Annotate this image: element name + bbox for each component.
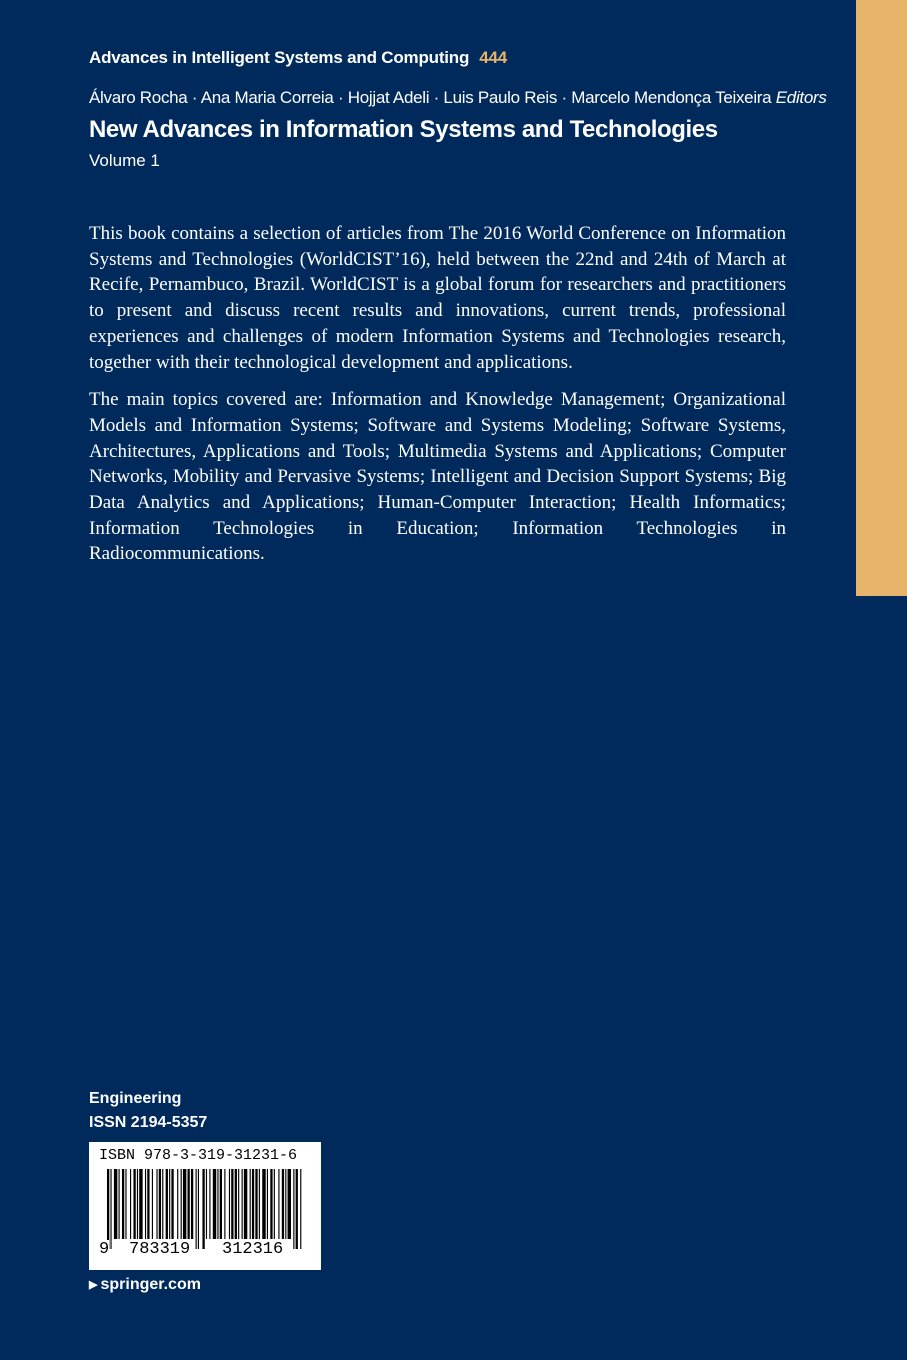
isbn-label: ISBN 978-3-319-31231-6 — [99, 1147, 298, 1164]
subject-category: Engineering — [89, 1090, 182, 1107]
editors-role: Editors — [775, 88, 827, 107]
series-header — [89, 48, 507, 68]
description-paragraph-1: This book contains a selection of articles from The 2016 World Conference on Information Systems and Technologies (WorldCIST’16), held between the 22nd and 24th of March at Recife, Pernambuco, Brazil. WorldCIST is a global forum for researchers and practitioners to present and discuss recent results and innovations, current trends, professional experiences and challenges of modern Information Systems and Technologies research, together with their technological development and applications. — [89, 223, 786, 373]
spine-color-stripe — [856, 0, 907, 596]
arrow-right-icon: ▶ — [89, 1279, 98, 1291]
book-volume: Volume 1 — [89, 151, 160, 170]
barcode-digits — [89, 1142, 321, 1270]
book-description — [89, 221, 786, 579]
series-name: Advances in Intelligent Systems and Computing — [89, 48, 470, 67]
isbn-barcode — [89, 1142, 321, 1270]
editor-names: Álvaro Rocha · Ana Maria Correia · Hojjat Adeli · Luis Paulo Reis · Marcelo Mendonça Teixeira — [89, 88, 772, 107]
publisher-link[interactable] — [89, 1276, 201, 1294]
description-paragraph-2: The main topics covered are: Information and Knowledge Management; Organizational Models and Information Systems; Software and Systems Modeling; Software Systems, Architectures, Applications and Tools; Multimedia Systems and Applications; Computer Networks, Mobility and Pervasive Systems; Intelligent and Decision Support Systems; Big Data Analytics and Applications; Human-Computer Interaction; Health Informatics; Information Technologies in Education; Information Technologies in Radiocommunications. — [89, 389, 786, 565]
issn-number: ISSN 2194-5357 — [89, 1114, 208, 1131]
barcode-digit-group-1: 783319 — [129, 1240, 191, 1259]
book-title: New Advances in Information Systems and Technologies — [89, 116, 718, 143]
barcode-digit-prefix: 9 — [99, 1240, 110, 1259]
series-number: 444 — [479, 48, 507, 67]
barcode-digit-group-2: 312316 — [222, 1240, 284, 1259]
editors-line — [89, 88, 827, 108]
publisher-url: springer.com — [100, 1276, 201, 1293]
